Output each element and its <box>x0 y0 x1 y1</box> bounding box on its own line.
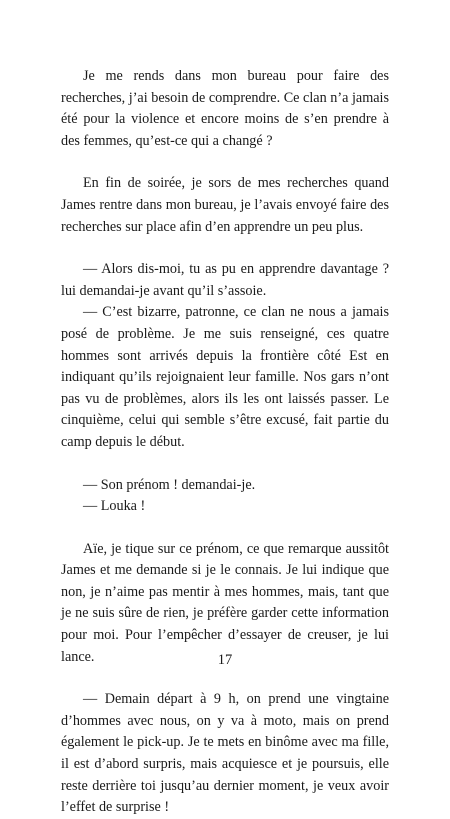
paragraph: Je me rends dans mon bureau pour faire des recherches, j’ai besoin de comprendre. Ce clan n’a jamais été pour la violence et encore moins de s’en prendre à des femmes, qu’est-ce qui a changé ? <box>61 68 389 149</box>
paragraph: En fin de soirée, je sors de mes recherches quand James rentre dans mon bureau, je l’avais envoyé faire des recherches sur place afin d’en apprendre un peu plus. <box>61 175 389 235</box>
paragraph-gap <box>61 518 389 539</box>
dialogue-line: — Alors dis-moi, tu as pu en apprendre davantage ? lui demandai-je avant qu’il s’assoie. <box>61 261 389 299</box>
paragraph: Aïe, je tique sur ce prénom, ce que remarque aussitôt James et me demande si je le connais. Je lui indique que non, je n’aime pas mentir à mes hommes, mais, tant que je ne suis sûre de rien, je préfère garder cette information pour moi. Pour l’empêcher d’essayer de creuser, je lui lance. <box>61 540 389 665</box>
dialogue-line: — C’est bizarre, patronne, ce clan ne nous a jamais posé de problème. Je me suis renseigné, ces quatre hommes sont arrivés depuis la frontière côté Est en indiquant qu’ils rejoignaient leur famille. Nos gars n’ont pas vu de problèmes, alors ils les ont laissés passer. Le cinquième, celui qui semble s’être excusé, fait partie du camp depuis le début. <box>61 304 389 450</box>
paragraph-gap <box>61 152 389 173</box>
page-number: 17 <box>217 652 233 668</box>
dialogue-line: — Louka ! <box>83 498 146 515</box>
paragraph-gap <box>61 668 389 689</box>
paragraph-gap <box>61 238 389 259</box>
dialogue-line: — Son prénom ! demandai-je. <box>83 476 256 493</box>
page-body <box>61 66 389 819</box>
paragraph-gap <box>61 454 389 475</box>
dialogue-line: — Demain départ à 9 h, on prend une vingtaine d’hommes avec nous, on y va à moto, mais on prend également le pick-up. Je te mets en binôme avec ma fille, il est d’abord surpris, mais acquiesce et je poursuis, elle reste derrière toi jusqu’au dernier moment, je veux avoir l’effet de surprise ! <box>61 691 389 816</box>
